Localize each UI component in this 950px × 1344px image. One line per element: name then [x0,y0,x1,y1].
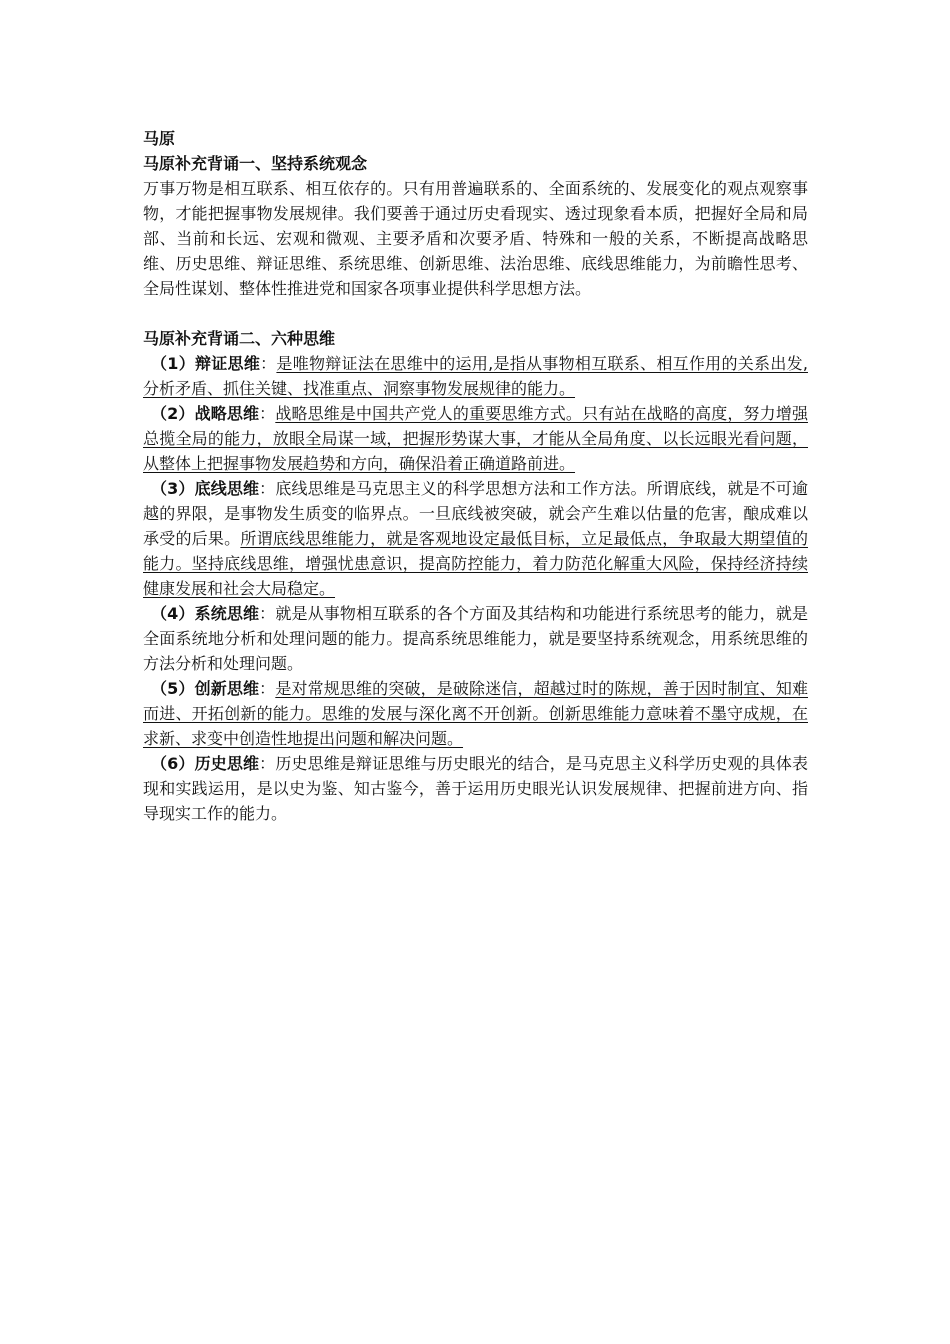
document-title: 马原 [143,129,176,148]
item-label: （5）创新思维 [151,679,260,698]
item-label: （6）历史思维 [151,754,260,773]
item-plain-text: 底线思维是马克思主义的科学思想方法和工作方法。所谓底线，就是不可逾越的界限，是事物发生质变的临界点。一旦底线被突破，就会产生难以估量的危害，酿成难以承受的后果。 [143,479,808,548]
item-underlined-text: 战略思维是中国共产党人的重要思维方式。只有站在战略的高度，努力增强总揽全局的能力，放眼全局谋一域，把握形势谋大事，才能从全局角度、以长远眼光看问题，从整体上把握事物发展趋势和方向，确保沿着正确道路前进。 [143,404,808,473]
thinking-item-historical [143,751,808,826]
item-underlined-text: 所谓底线思维能力，就是客观地设定最低目标，立足最低点，争取最大期望值的能力。坚持底线思维，增强忧患意识，提高防控能力，着力防范化解重大风险，保持经济持续健康发展和社会大局稳定。 [143,529,808,598]
item-label: （4）系统思维 [151,604,260,623]
item-colon: ： [259,604,276,623]
document-page [143,126,808,826]
thinking-item-systematic [143,601,808,676]
item-colon: ： [259,679,276,698]
section1-heading: 马原补充背诵一、坚持系统观念 [143,154,368,173]
item-colon: ： [259,404,276,423]
item-colon: ： [259,754,276,773]
item-plain-text: 就是从事物相互联系的各个方面及其结构和功能进行系统思考的能力，就是全面系统地分析和处理问题的能力。提高系统思维能力，就是要坚持系统观念，用系统思维的方法分析和处理问题。 [143,604,808,673]
item-label: （1）辩证思维 [151,354,261,373]
section1-body: 万事万物是相互联系、相互依存的。只有用普遍联系的、全面系统的、发展变化的观点观察事物，才能把握事物发展规律。我们要善于通过历史看现实、透过现象看本质，把握好全局和局部、当前和长远、宏观和微观、主要矛盾和次要矛盾、特殊和一般的关系，不断提高战略思维、历史思维、辩证思维、系统思维、创新思维、法治思维、底线思维能力，为前瞻性思考、全局性谋划、整体性推进党和国家各项事业提供科学思想方法。 [143,179,808,298]
item-label: （3）底线思维 [151,479,260,498]
thinking-item-innovative [143,676,808,751]
item-label: （2）战略思维 [151,404,260,423]
section-spacer [143,301,808,326]
item-underlined-text: 是唯物辩证法在思维中的运用,是指从事物相互联系、相互作用的关系出发,分析矛盾、抓住关键、找准重点、洞察事物发展规律的能力。 [143,354,808,398]
thinking-item-strategic [143,401,808,476]
item-colon: ： [259,479,276,498]
thinking-item-dialectical [143,351,808,401]
thinking-item-bottom-line [143,476,808,601]
item-colon: ： [260,354,277,373]
item-plain-text: 历史思维是辩证思维与历史眼光的结合，是马克思主义科学历史观的具体表现和实践运用，是以史为鉴、知古鉴今，善于运用历史眼光认识发展规律、把握前进方向、指导现实工作的能力。 [143,754,808,823]
item-underlined-text: 是对常规思维的突破，是破除迷信，超越过时的陈规，善于因时制宜、知难而进、开拓创新的能力。思维的发展与深化离不开创新。创新思维能力意味着不墨守成规，在求新、求变中创造性地提出问题和解决问题。 [143,679,808,748]
section2-heading: 马原补充背诵二、六种思维 [143,329,336,348]
